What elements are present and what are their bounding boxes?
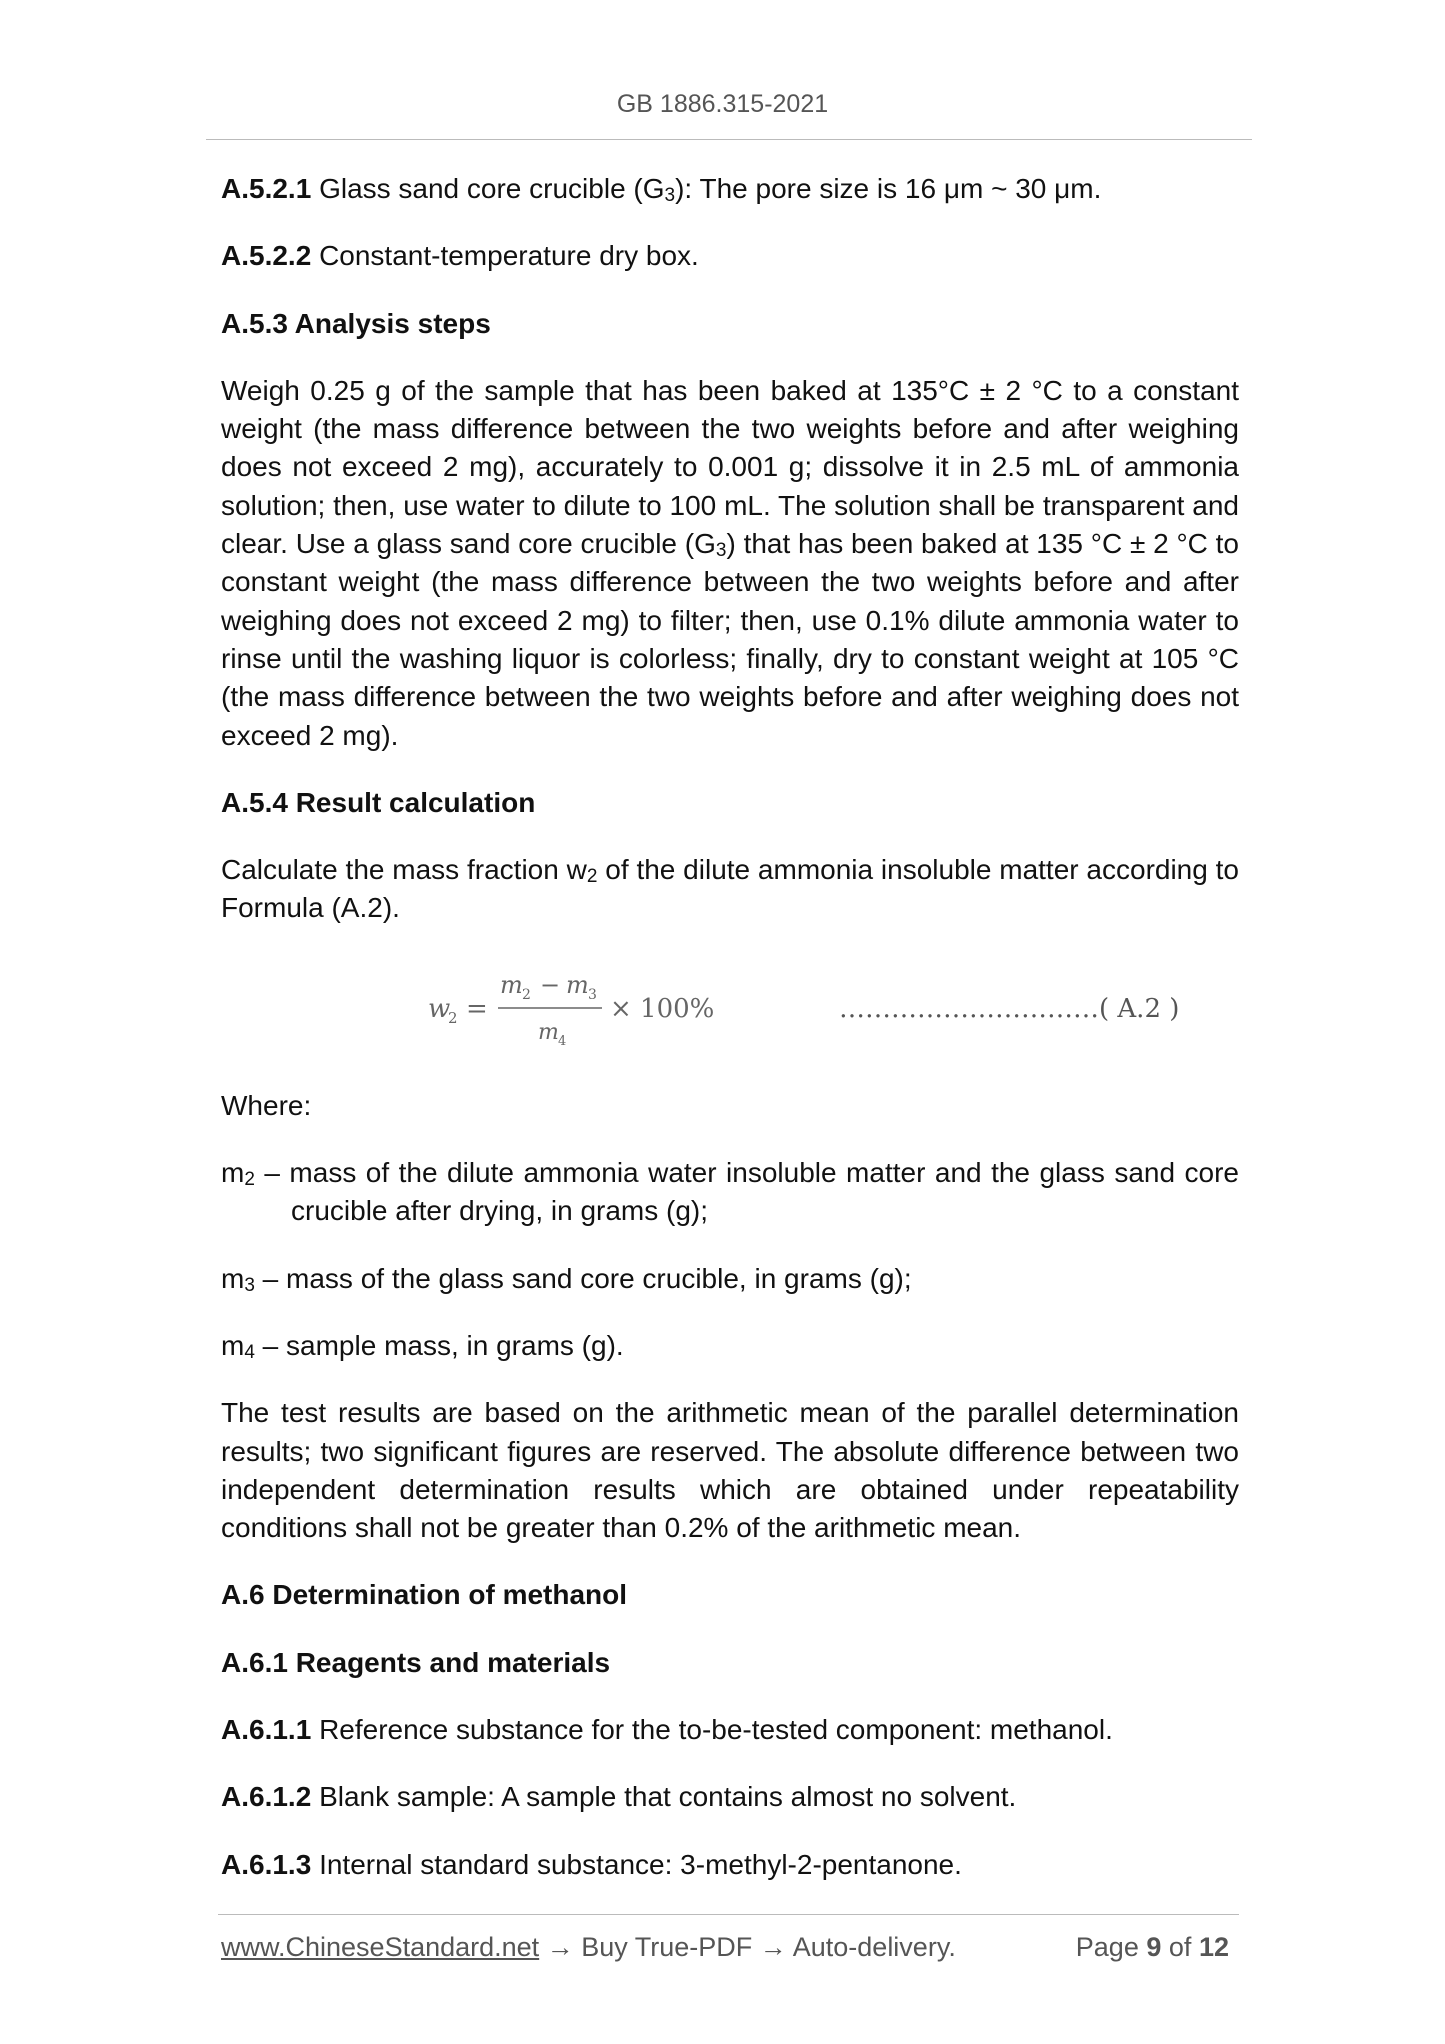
formula-graphic	[428, 957, 758, 1061]
analysis-paragraph: Weigh 0.25 g of the sample that has been baked at 135°C ± 2 °C to a constant weight (the mass difference between the two weights before and after weighing does not exceed 2 mg), accurately to 0.001 g; dissolve it in 2.5 mL of ammonia solution; then, use water to dilute to 100 mL. The solution shall be transparent and clear. Use a glass sand core crucible $(G_3)$ that has been baked at 135 °C ± 2 °C to constant weight (the mass difference between the two weights before and after weighing does not exceed 2 mg) to filter; then, use 0.1% dilute ammonia water to rinse until the washing liquor is colorless; finally, dry to constant weight at 105 °C (the mass difference between the two weights before and after weighing does not exceed 2 mg).	[221, 374, 1239, 751]
clause-number: A.6.1.3	[221, 1848, 312, 1880]
formula-lhs-sub: 2	[448, 1008, 458, 1027]
clause-a6-1-2: A.6.1.2 Blank sample: A sample that contains almost no solvent.	[221, 1781, 1017, 1813]
equation-number: …………………………( A.2 )	[839, 993, 1180, 1024]
clause-a5-2-2: A.5.2.2 Constant-temperature dry box.	[221, 240, 699, 272]
formula-num-b: m	[566, 970, 589, 999]
website-link[interactable]: www.ChineseStandard.net	[221, 1932, 540, 1962]
page-body	[221, 170, 1239, 1913]
definition-m2: $m_2$ – mass of the dilute ammonia water insoluble matter and the glass sand core crucible after drying, in grams (g);	[221, 1157, 1239, 1227]
formula-equals: =	[466, 993, 488, 1024]
page-footer	[221, 1932, 1239, 1963]
formula-num-b-sub: 3	[588, 986, 597, 1003]
definition-m4: $m_4$ – sample mass, in grams (g).	[221, 1329, 624, 1363]
definition-m3: $m_3$ – mass of the glass sand core crucible, in grams (g);	[221, 1262, 912, 1296]
clause-number: A.5.2.2	[221, 240, 312, 272]
formula-minus: −	[540, 970, 561, 999]
clause-number: A.6.1.1	[221, 1714, 312, 1746]
clause-a6-1-1: A.6.1.1 Reference substance for the to-be-tested component: methanol.	[221, 1714, 1113, 1746]
formula-num-a-sub: 2	[522, 986, 531, 1003]
where-label: Where:	[221, 1089, 312, 1121]
current-page: 9	[1146, 1932, 1162, 1962]
heading-determination-methanol: A.6 Determination of methanol	[221, 1579, 628, 1611]
header-divider	[206, 139, 1252, 140]
formula-num-a: m	[500, 970, 523, 999]
formula-den: m	[538, 1019, 559, 1045]
clause-number: A.6.1.2	[221, 1781, 312, 1813]
total-pages: 12	[1198, 1932, 1229, 1962]
results-paragraph: The test results are based on the arithmetic mean of the parallel determination results; two significant figures are reserved. The absolute difference between two independent determination results which are obtained under repeatability conditions shall not be greater than 0.2% of the arithmetic mean.	[221, 1397, 1239, 1544]
heading-result-calculation: A.5.4 Result calculation	[221, 786, 536, 818]
footer-tagline: → Buy True-PDF → Auto-delivery.	[539, 1932, 956, 1962]
heading-analysis-steps: A.5.3 Analysis steps	[221, 307, 491, 339]
calculation-intro: Calculate the mass fraction $w_2$ of the dilute ammonia insoluble matter according to Formula (A.2).	[221, 854, 1239, 924]
heading-reagents-materials: A.6.1 Reagents and materials	[221, 1646, 611, 1678]
clause-a6-1-3: A.6.1.3 Internal standard substance: 3-methyl-2-pentanone.	[221, 1848, 962, 1880]
formula-lhs-var: w	[428, 993, 451, 1024]
clause-number: A.5.2.1	[221, 173, 312, 204]
page-header: GB 1886.315-2021	[616, 90, 829, 118]
page-indicator: Page 9 of 12	[1075, 1932, 1229, 1962]
clause-a5-2-1: A.5.2.1 Glass sand core crucible $(G_3)$: The pore size is 16 μm ~ 30 μm.	[221, 173, 1102, 206]
footer-divider	[218, 1914, 1239, 1915]
formula-a2	[221, 957, 1239, 1061]
formula-den-sub: 4	[558, 1033, 567, 1049]
formula-times: × 100%	[610, 993, 715, 1024]
